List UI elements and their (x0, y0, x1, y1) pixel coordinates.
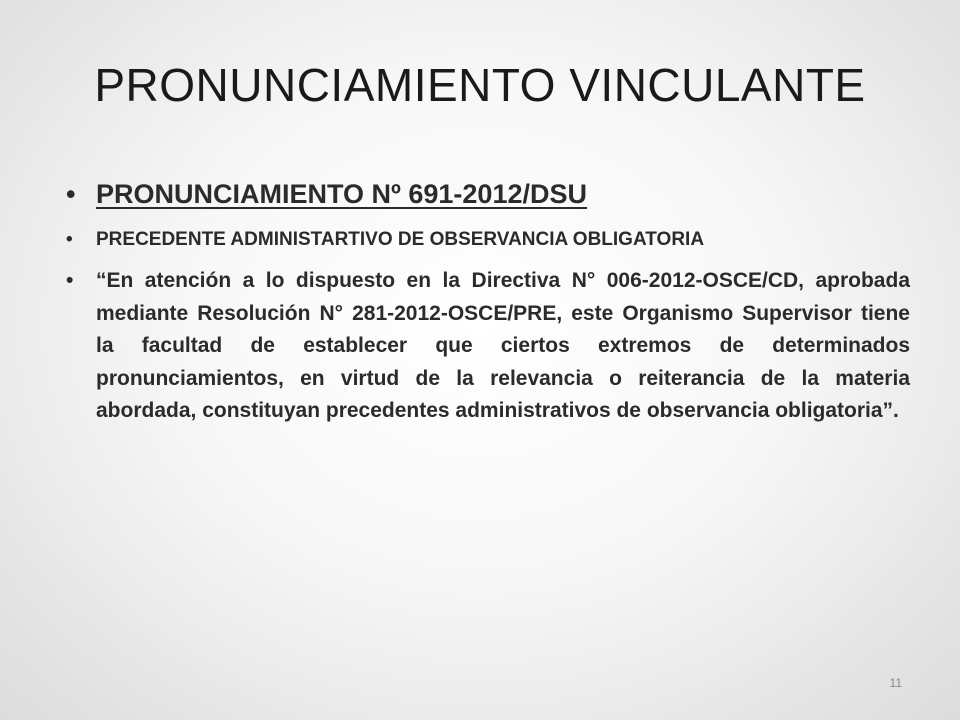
slide-body (64, 178, 910, 428)
bullet-precedente (64, 226, 910, 254)
bullet-text: PRECEDENTE ADMINISTARTIVO DE OBSERVANCIA OBLIGATORIA (96, 228, 705, 250)
bullet-text: “En atención a lo dispuesto en la Directiva N° 006-2012-OSCE/CD, aprobada mediante Resolución N° 281-2012-OSCE/PRE, este Organismo Supervisor tiene la facultad de establecer que ciertos extremos de determinados pronunciamientos, en virtud de la relevancia o reiterancia de la materia abordada, constituyan precedentes administrativos de observancia obligatoria”. (96, 269, 910, 423)
slide-title: PRONUNCIAMIENTO VINCULANTE (94, 59, 866, 111)
bullet-pronunciamiento-number (64, 178, 910, 212)
bullet-icon: • (66, 269, 74, 293)
bullet-icon: • (66, 179, 76, 209)
bullet-icon: • (66, 228, 73, 250)
page-number: 11 (889, 676, 902, 690)
bullet-text: PRONUNCIAMIENTO Nº 691-2012/DSU (96, 179, 587, 209)
bullet-quote (64, 265, 910, 428)
